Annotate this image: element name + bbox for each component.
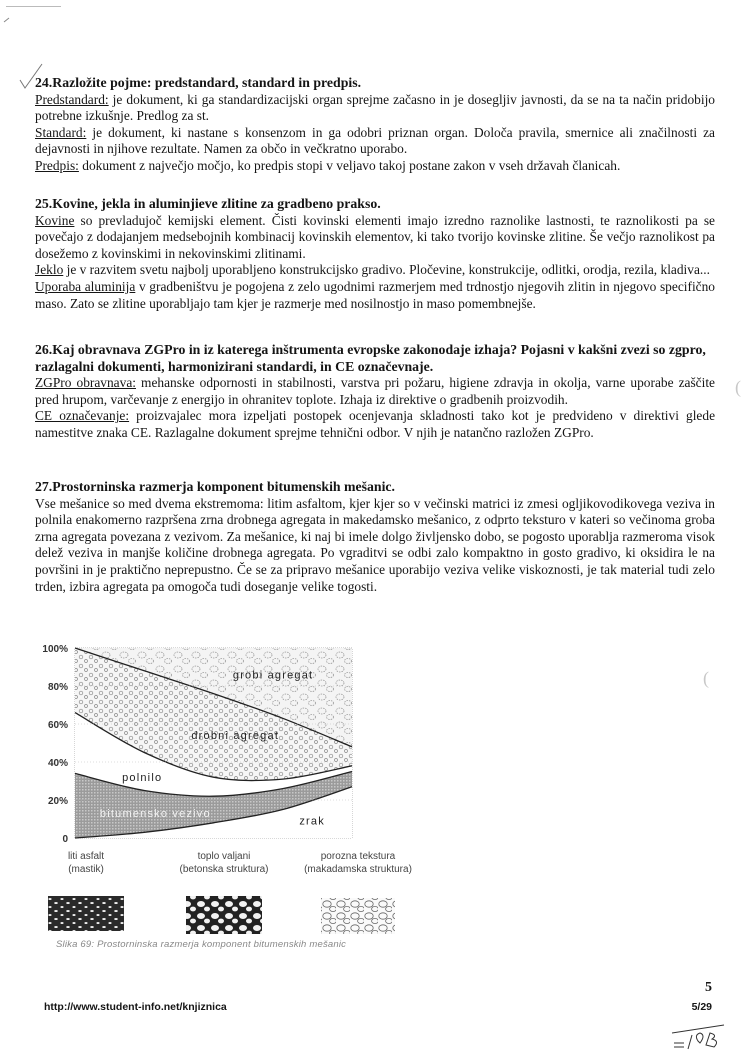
margin-mark: ( — [735, 377, 741, 397]
x-category-sublabel: (betonska struktura) — [179, 864, 269, 875]
y-tick-label: 20% — [47, 796, 68, 807]
scan-artifact-line — [6, 6, 61, 7]
region-label-bitumensko-vezivo: bitumensko vezivo — [99, 808, 211, 821]
definition-predpis — [35, 158, 715, 175]
region-label-zrak: zrak — [299, 815, 325, 828]
paragraph-text: v gradbeništvu je pogojena z zelo ugodnimi razmerjem med trdnostjo njegovih zlitin in njegovo specifično maso. Zato se zlitine uporabljajo tam kjer je razmerje med nosilnostjo in maso pomembnejše. — [35, 278, 716, 311]
margin-mark: ( — [703, 668, 709, 688]
paragraph-text: proizvajalec mora izpeljati postopek ocenjevanja skladnosti tako kot je predvideno v direktivi glede namestitve znaka CE. Razlagalne dokument sprejme tehnični odbor. V njih je natančno razložen ZGPro. — [35, 408, 716, 440]
region-label-drobni-agregat: drobni agregat — [191, 730, 280, 743]
footer-page-count: 5/29 — [691, 1001, 712, 1013]
x-category-sublabel: (makadamska struktura) — [304, 864, 412, 875]
x-category-sublabel: (mastik) — [68, 864, 104, 875]
term: Predstandard: — [35, 91, 109, 107]
handwritten-signature — [668, 1023, 728, 1053]
section-24 — [35, 75, 715, 175]
definition-standard — [35, 125, 715, 158]
pen-tick-mark — [2, 12, 16, 26]
x-category-label: liti asfalt — [67, 851, 105, 862]
paragraph-jeklo — [35, 262, 715, 279]
region-label-grobi-agregat: grobi agregat — [232, 669, 314, 682]
x-category-label: porozna tekstura — [320, 851, 396, 862]
y-tick-label: 80% — [47, 682, 68, 693]
definition-predstandard — [35, 92, 715, 125]
section-title: 25.Kovine, jekla in aluminjieve zlitine za gradbeno prakso. — [35, 196, 381, 211]
term: Uporaba aluminija — [35, 278, 136, 294]
page-number: 5 — [705, 980, 712, 995]
paragraph-body: Vse mešanice so med dvema ekstremoma: litim asfaltom, kjer kjer so v večinski matrici iz zmesi ogljikovodikovega veziva in polnila enakomerno razpršena zrna drobnega agregata in makedamsko mešanico, z odprto teksturo v kateri so večinoma groba zrna agregata povezana z vezivom. Za mešanice, ki naj bi imele dolgo življensko dobo, se pogosto uporablja razmeroma visok delež veziva in manjše količine drobnega agregata. Po vgraditvi se odbi zalo kompaktno in gosto gradivo, ki oksidira le na površini in je praktično neprepustno. Če se za pripravo mešanice uporabijo veziva velike viskoznosti, je tak material tudi zelo trden, izbira agregata pa omogoča tudi doseganje velike togosti. — [35, 495, 715, 594]
paragraph-aluminij — [35, 279, 715, 312]
definition-text: je dokument, ki ga standardizacijski organ sprejme začasno in je dosegljiv javnosti, da se na ta način pridobijo potrebne izkušnje. Predlog za st. — [35, 91, 715, 124]
texture-sample-concrete — [186, 896, 262, 934]
texture-sample-mastic — [48, 896, 124, 931]
area-chart — [28, 636, 448, 936]
paragraph-text: so prevladujoč kemijski element. Čisti kovinski elementi imajo izredno raznolike lastnosti, te raznolikosti pa se povečajo z dodajanjem medsebojnih kombinacij kovinskih elementov, ki tako tvorijo kovinske zlitine. Še večjo raznolikost pa dosežemo z kovinskimi in nekovinskimi zlitinami. — [35, 212, 715, 261]
definition-text: je dokument, ki nastane s konsenzom in ga odobri priznan organ. Določa pravila, smernice ali značilnosti za dejavnosti in njihove rezultate. Namen za občo in večkratno uporabo. — [35, 124, 715, 157]
section-26 — [35, 342, 715, 442]
term: Jeklo — [35, 262, 64, 278]
texture-sample-macadam — [321, 898, 395, 934]
y-tick-label: 100% — [42, 644, 68, 655]
y-tick-label: 40% — [47, 758, 68, 769]
figure-caption: Slika 69: Prostorninska razmerja komponent bitumenskih mešanic — [56, 939, 347, 950]
term: ZGPro obravnava: — [35, 375, 136, 391]
definition-text: dokument z največjo močjo, ko predpis stopi v veljavo takoj postane zakon v vseh državah članicah. — [78, 157, 621, 173]
paragraph-text: je v razvitem svetu najbolj uporabljeno konstrukcijsko gradivo. Pločevine, konstrukcije, odlitki, orodja, rezila, kladiva... — [63, 262, 710, 278]
term: Kovine — [35, 212, 75, 228]
term: Standard: — [35, 124, 87, 140]
figure-bitumen-composition — [28, 636, 448, 961]
section-25 — [35, 196, 715, 312]
term: Predpis: — [35, 157, 79, 173]
section-title: 27.Prostorninska razmerja komponent bitumenskih mešanic. — [35, 479, 396, 494]
paragraph-ce — [35, 408, 715, 441]
section-title: 26.Kaj obravnava ZGPro in iz katerega inštrumenta evropske zakonodaje izhaja? Pojasni v kakšni zvezi so zgpro, razlagalni dokumenti, harmonizirani standardi, in CE označevnaje. — [35, 342, 706, 374]
paragraph-zgpro — [35, 375, 715, 408]
paragraph-kovine — [35, 213, 715, 263]
y-tick-label: 0 — [62, 834, 68, 845]
section-title: 24.Razložite pojme: predstandard, standard in predpis. — [35, 75, 362, 90]
region-label-polnilo: polnilo — [122, 772, 163, 784]
section-27 — [35, 479, 715, 595]
term: CE označevanje: — [35, 408, 130, 424]
y-tick-label: 60% — [47, 720, 68, 731]
footer-url[interactable]: http://www.student-info.net/knjiznica — [44, 1001, 227, 1013]
x-category-label: toplo valjani — [197, 851, 251, 862]
paragraph-text: mehanske odpornosti in stabilnosti, varstva pri požaru, higiene zdravja in okolja, varne uporabe zaščite pred hrupom, varčevanje z energijo in ohranitev toplote. Izhaja iz direktive o gradbenih proizvodih. — [35, 375, 715, 407]
